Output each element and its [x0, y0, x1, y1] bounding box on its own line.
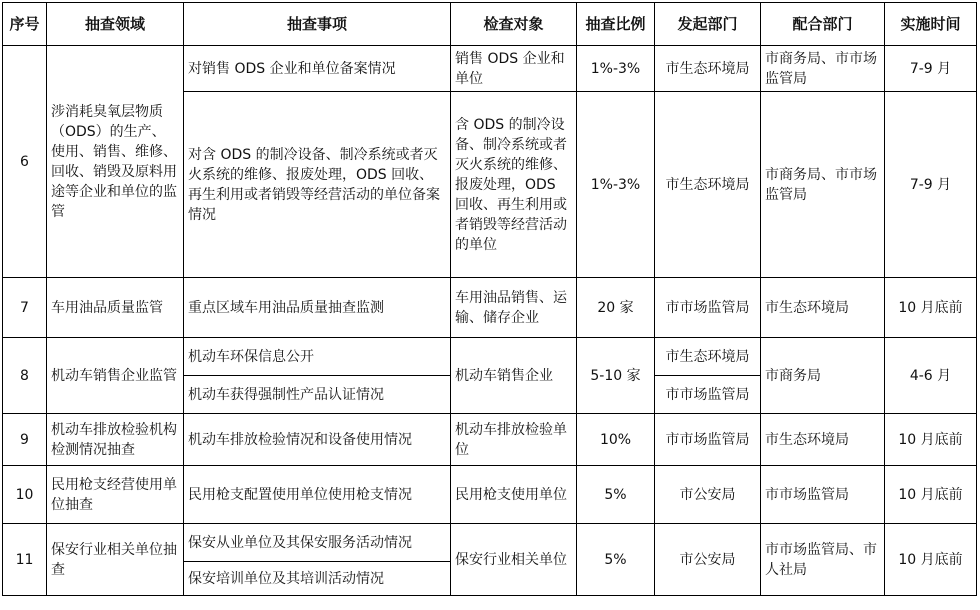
cell-domain: 涉消耗臭氧层物质（ODS）的生产、使用、销售、维修、回收、销毁及原料用途等企业和单位的监管 — [47, 46, 184, 278]
cell-cooperator: 市商务局、市市场监管局 — [761, 92, 885, 278]
cell-time: 10 月底前 — [885, 466, 977, 524]
cell-item: 对销售 ODS 企业和单位备案情况 — [184, 46, 451, 92]
cell-initiator: 市生态环境局 — [655, 338, 761, 376]
cell-item: 对含 ODS 的制冷设备、制冷系统或者灭火系统的维修、报废处理，ODS 回收、再生利用或者销毁等经营活动的单位备案情况 — [184, 92, 451, 278]
cell-initiator: 市公安局 — [655, 466, 761, 524]
cell-item: 保安从业单位及其保安服务活动情况 — [184, 524, 451, 562]
cell-target: 含 ODS 的制冷设备、制冷系统或者灭火系统的维修、报废处理，ODS 回收、再生利用或者销毁等经营活动的单位 — [451, 92, 577, 278]
cell-cooperator: 市市场监管局、市人社局 — [761, 524, 885, 596]
cell-cooperator: 市商务局 — [761, 338, 885, 414]
cell-domain: 保安行业相关单位抽查 — [47, 524, 184, 596]
cell-cooperator: 市生态环境局 — [761, 414, 885, 466]
header-domain: 抽查领域 — [47, 3, 184, 46]
cell-time: 10 月底前 — [885, 414, 977, 466]
cell-item: 机动车获得强制性产品认证情况 — [184, 376, 451, 414]
cell-no: 9 — [3, 414, 47, 466]
cell-time: 7-9 月 — [885, 46, 977, 92]
cell-ratio: 5-10 家 — [577, 338, 655, 414]
cell-no: 11 — [3, 524, 47, 596]
cell-ratio: 5% — [577, 466, 655, 524]
cell-ratio: 1%-3% — [577, 46, 655, 92]
inspection-table — [2, 2, 977, 596]
header-no: 序号 — [3, 3, 47, 46]
cell-target: 保安行业相关单位 — [451, 524, 577, 596]
cell-no: 7 — [3, 278, 47, 338]
cell-item: 重点区域车用油品质量抽查监测 — [184, 278, 451, 338]
header-row — [3, 3, 977, 46]
cell-ratio: 10% — [577, 414, 655, 466]
cell-time: 7-9 月 — [885, 92, 977, 278]
table-row — [3, 466, 977, 524]
cell-cooperator: 市市场监管局 — [761, 466, 885, 524]
cell-item: 机动车环保信息公开 — [184, 338, 451, 376]
cell-initiator: 市市场监管局 — [655, 414, 761, 466]
table-row — [3, 338, 977, 376]
cell-time: 10 月底前 — [885, 524, 977, 596]
cell-cooperator: 市生态环境局 — [761, 278, 885, 338]
cell-item: 民用枪支配置使用单位使用枪支情况 — [184, 466, 451, 524]
table-row — [3, 414, 977, 466]
cell-domain: 民用枪支经营使用单位抽查 — [47, 466, 184, 524]
cell-domain: 机动车销售企业监管 — [47, 338, 184, 414]
header-cooperator: 配合部门 — [761, 3, 885, 46]
cell-no: 6 — [3, 46, 47, 278]
cell-time: 10 月底前 — [885, 278, 977, 338]
cell-ratio: 20 家 — [577, 278, 655, 338]
header-initiator: 发起部门 — [655, 3, 761, 46]
cell-target: 机动车排放检验单位 — [451, 414, 577, 466]
cell-ratio: 5% — [577, 524, 655, 596]
cell-cooperator: 市商务局、市市场监管局 — [761, 46, 885, 92]
cell-no: 8 — [3, 338, 47, 414]
cell-ratio: 1%-3% — [577, 92, 655, 278]
table-row — [3, 46, 977, 92]
table-row — [3, 278, 977, 338]
cell-domain: 机动车排放检验机构检测情况抽查 — [47, 414, 184, 466]
header-time: 实施时间 — [885, 3, 977, 46]
cell-domain: 车用油品质量监管 — [47, 278, 184, 338]
cell-initiator: 市生态环境局 — [655, 92, 761, 278]
header-item: 抽查事项 — [184, 3, 451, 46]
cell-target: 销售 ODS 企业和单位 — [451, 46, 577, 92]
cell-time: 4-6 月 — [885, 338, 977, 414]
cell-initiator: 市市场监管局 — [655, 376, 761, 414]
cell-target: 车用油品销售、运输、储存企业 — [451, 278, 577, 338]
cell-initiator: 市公安局 — [655, 524, 761, 596]
cell-initiator: 市市场监管局 — [655, 278, 761, 338]
cell-target: 民用枪支使用单位 — [451, 466, 577, 524]
cell-target: 机动车销售企业 — [451, 338, 577, 414]
header-target: 检查对象 — [451, 3, 577, 46]
table-row — [3, 524, 977, 562]
cell-no: 10 — [3, 466, 47, 524]
cell-item: 机动车排放检验情况和设备使用情况 — [184, 414, 451, 466]
header-ratio: 抽查比例 — [577, 3, 655, 46]
cell-item: 保安培训单位及其培训活动情况 — [184, 562, 451, 596]
cell-initiator: 市生态环境局 — [655, 46, 761, 92]
